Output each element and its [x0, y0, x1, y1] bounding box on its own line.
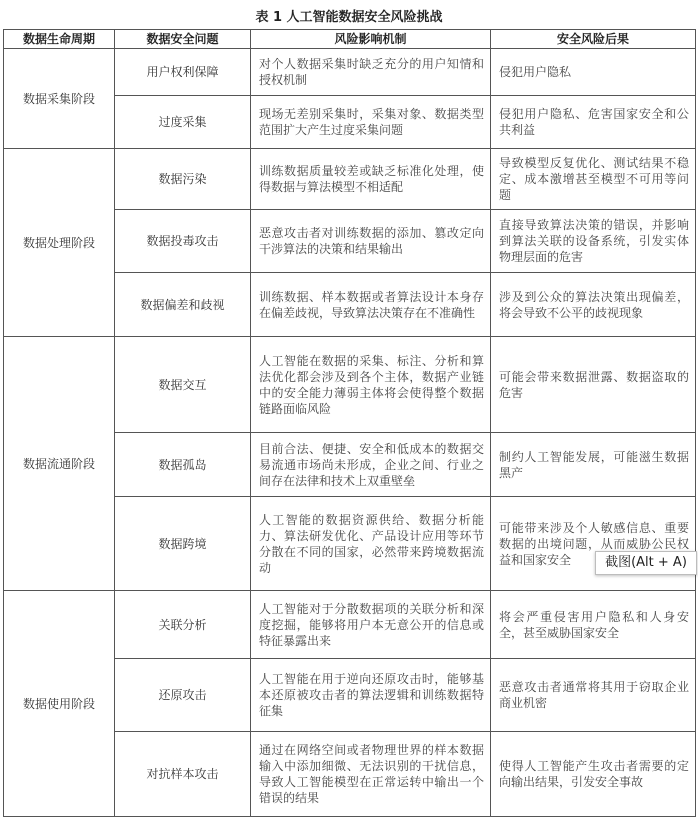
issue-cell: 数据投毒攻击	[115, 210, 251, 273]
mechanism-cell: 人工智能对于分散数据项的关联分析和深度挖掘，能够将用户本无意公开的信息或特征暴露出来	[251, 591, 491, 659]
mechanism-cell: 对个人数据采集时缺乏充分的用户知情和授权机制	[251, 49, 491, 96]
header-row	[4, 30, 696, 49]
mechanism-cell: 人工智能在数据的采集、标注、分析和算法优化都会涉及到各个主体，数据产业链中的安全能力薄弱主体将会使得整个数据链路面临风险	[251, 337, 491, 433]
mechanism-cell: 训练数据质量较差或缺乏标准化处理，使得数据与算法模型不相适配	[251, 149, 491, 210]
mechanism-cell: 现场无差别采集时，采集对象、数据类型范围扩大产生过度采集问题	[251, 96, 491, 149]
table-row	[4, 591, 696, 659]
stage-collection: 数据采集阶段	[4, 49, 115, 149]
screenshot-tooltip: 截图(Alt + A)	[595, 551, 697, 575]
consequence-cell: 恶意攻击者通常将其用于窃取企业商业机密	[491, 659, 696, 732]
consequence-cell: 可能带来涉及个人敏感信息、重要数据的出境问题，从而威胁公民权益和国家安全	[491, 497, 696, 591]
issue-cell: 过度采集	[115, 96, 251, 149]
issue-cell: 对抗样本攻击	[115, 732, 251, 817]
issue-cell: 还原攻击	[115, 659, 251, 732]
mechanism-cell: 训练数据、样本数据或者算法设计本身存在偏差歧视，导致算法决策存在不准确性	[251, 273, 491, 337]
mechanism-cell: 恶意攻击者对训练数据的添加、篡改定向干涉算法的决策和结果输出	[251, 210, 491, 273]
risk-table	[3, 29, 696, 817]
issue-cell: 数据污染	[115, 149, 251, 210]
consequence-cell: 制约人工智能发展，可能滋生数据黑产	[491, 433, 696, 497]
issue-cell: 数据交互	[115, 337, 251, 433]
header-issue: 数据安全问题	[115, 30, 251, 49]
stage-usage: 数据使用阶段	[4, 591, 115, 817]
table-title: 表 1 人工智能数据安全风险挑战	[255, 10, 443, 25]
table-row	[4, 49, 696, 96]
stage-processing: 数据处理阶段	[4, 149, 115, 337]
consequence-cell: 侵犯用户隐私	[491, 49, 696, 96]
issue-cell: 数据偏差和歧视	[115, 273, 251, 337]
consequence-cell: 将会严重侵害用户隐私和人身安全，甚至威胁国家安全	[491, 591, 696, 659]
stage-circulation: 数据流通阶段	[4, 337, 115, 591]
table-row	[4, 337, 696, 433]
issue-cell: 用户权利保障	[115, 49, 251, 96]
issue-cell: 数据孤岛	[115, 433, 251, 497]
mechanism-cell: 目前合法、便捷、安全和低成本的数据交易流通市场尚未形成，企业之间、行业之间存在法律和技术上双重壁垒	[251, 433, 491, 497]
consequence-cell: 直接导致算法决策的错误，并影响到算法关联的设备系统，引发实体物理层面的危害	[491, 210, 696, 273]
consequence-cell: 使得人工智能产生攻击者需要的定向输出结果，引发安全事故	[491, 732, 696, 817]
header-consequence: 安全风险后果	[491, 30, 696, 49]
mechanism-cell: 通过在网络空间或者物理世界的样本数据输入中添加细微、无法识别的干扰信息，导致人工智能模型在正常运转中输出一个错误的结果	[251, 732, 491, 817]
table-row	[4, 149, 696, 210]
consequence-cell: 可能会带来数据泄露、数据盗取的危害	[491, 337, 696, 433]
mechanism-cell: 人工智能的数据资源供给、数据分析能力、算法研发优化、产品设计应用等环节分散在不同的国家，必然带来跨境数据流动	[251, 497, 491, 591]
consequence-cell: 侵犯用户隐私、危害国家安全和公共利益	[491, 96, 696, 149]
issue-cell: 数据跨境	[115, 497, 251, 591]
consequence-cell: 涉及到公众的算法决策出现偏差，将会导致不公平的歧视现象	[491, 273, 696, 337]
header-mechanism: 风险影响机制	[251, 30, 491, 49]
mechanism-cell: 人工智能在用于逆向还原攻击时，能够基本还原被攻击者的算法逻辑和训练数据特征集	[251, 659, 491, 732]
consequence-cell: 导致模型反复优化、测试结果不稳定、成本激增甚至模型不可用等问题	[491, 149, 696, 210]
issue-cell: 关联分析	[115, 591, 251, 659]
header-lifecycle: 数据生命周期	[4, 30, 115, 49]
